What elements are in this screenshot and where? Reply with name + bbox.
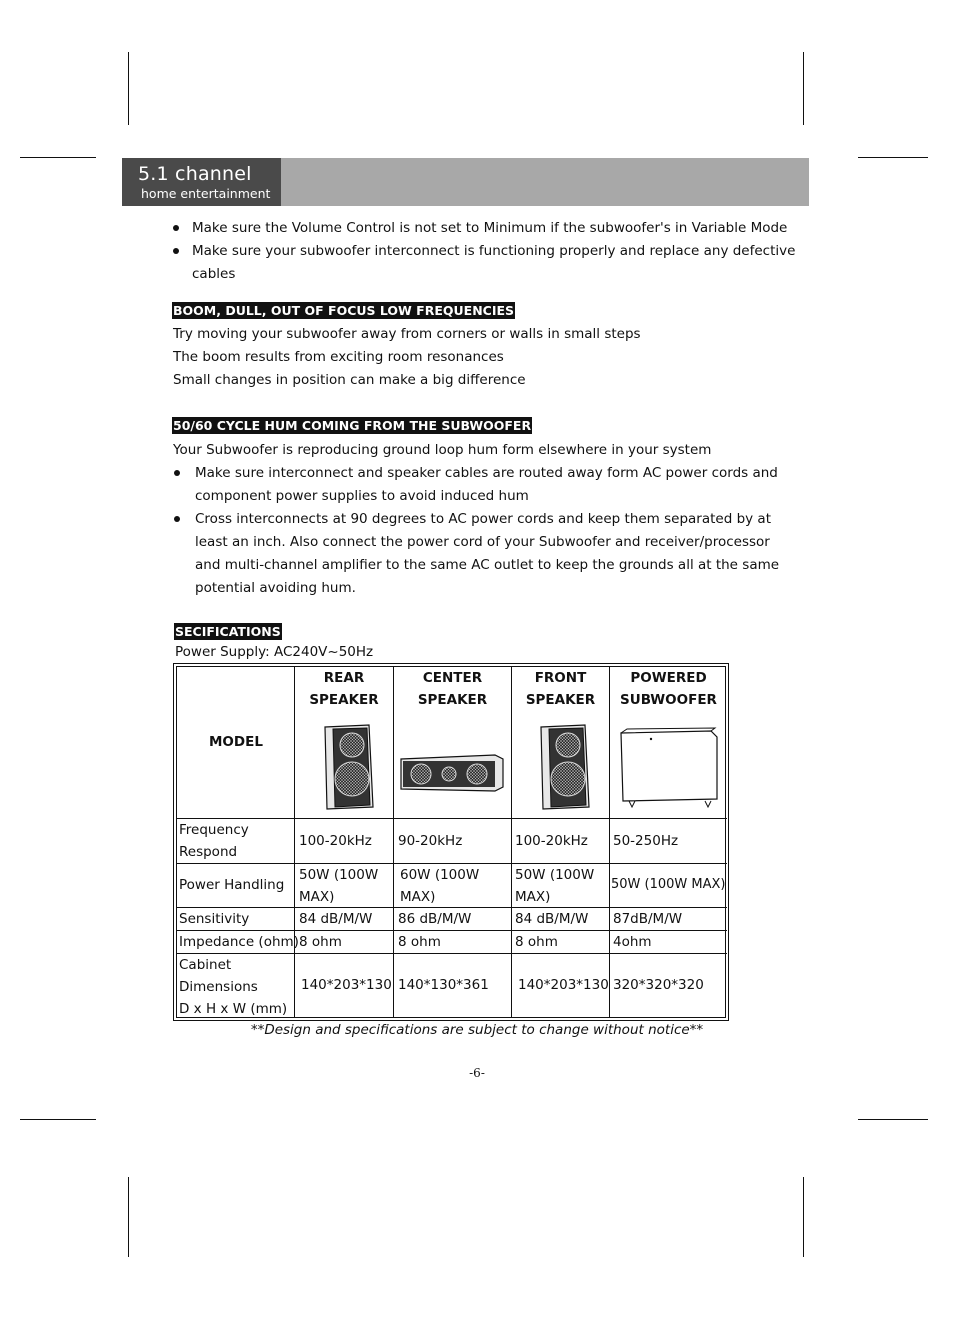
row-label-line: Respond bbox=[179, 844, 238, 860]
row-label-dimensions bbox=[179, 954, 287, 1020]
spec-table-inner bbox=[176, 666, 726, 1018]
cell-line: MAX) bbox=[515, 889, 551, 905]
row-label-impedance bbox=[179, 931, 299, 953]
col-header-center bbox=[394, 667, 511, 711]
table-divider bbox=[177, 818, 727, 819]
logo-title: 5.1 channel bbox=[138, 163, 252, 185]
crop-mark bbox=[803, 52, 804, 125]
col-header-line: REAR bbox=[323, 670, 365, 686]
crop-mark bbox=[803, 1177, 804, 1257]
cell-line: 50W (100W bbox=[515, 867, 595, 883]
row-label-line: Sensitivity bbox=[179, 911, 250, 927]
center-speaker-icon bbox=[399, 753, 507, 795]
front-speaker-icon bbox=[537, 723, 593, 811]
crop-mark bbox=[20, 1119, 96, 1120]
row-label-line: Dimensions bbox=[179, 979, 258, 995]
hum-bullet-2-line-2: least an inch. Also connect the power cord of your Subwoofer and receiver/processor bbox=[195, 534, 770, 550]
table-cell: 90-20kHz bbox=[398, 833, 463, 849]
hum-bullet-2-line-1: Cross interconnects at 90 degrees to AC power cords and keep them separated by at bbox=[195, 511, 771, 527]
cell-line: 60W (100W bbox=[400, 867, 480, 883]
page-number: -6- bbox=[469, 1066, 485, 1080]
table-cell: 8 ohm bbox=[299, 934, 342, 950]
table-cell: 84 dB/M/W bbox=[515, 911, 589, 927]
boom-line-3: Small changes in position can make a big difference bbox=[173, 372, 526, 388]
table-cell: 140*203*130 bbox=[518, 977, 609, 993]
section-heading-boom: BOOM, DULL, OUT OF FOCUS LOW FREQUENCIES bbox=[173, 303, 515, 318]
row-label-line: Cabinet bbox=[179, 957, 232, 973]
header-bar bbox=[122, 158, 809, 206]
col-header-line: SPEAKER bbox=[525, 692, 596, 708]
bullet-icon bbox=[173, 248, 179, 254]
crop-mark bbox=[20, 157, 96, 158]
intro-bullet-1: Make sure the Volume Control is not set to Minimum if the subwoofer's in Variable Mode bbox=[192, 220, 788, 236]
hum-bullet-1-line-2: component power supplies to avoid induced hum bbox=[195, 488, 529, 504]
cell-line: MAX) bbox=[400, 889, 436, 905]
rear-speaker-icon bbox=[321, 723, 377, 811]
col-header-line: FRONT bbox=[534, 670, 587, 686]
row-label-sensitivity bbox=[179, 908, 249, 930]
intro-bullet-2-cont: cables bbox=[192, 266, 236, 282]
cell-line: MAX) bbox=[299, 889, 335, 905]
bullet-icon bbox=[174, 470, 180, 476]
table-cell: 86 dB/M/W bbox=[398, 911, 472, 927]
footnote: **Design and specifications are subject to change without notice** bbox=[250, 1022, 704, 1038]
hum-bullet-2-line-3: and multi-channel amplifier to the same AC outlet to keep the grounds all at the same bbox=[195, 557, 780, 573]
logo-subtitle: home entertainment bbox=[141, 186, 271, 201]
row-label-line: Impedance (ohm) bbox=[179, 934, 299, 950]
table-cell: 4ohm bbox=[613, 934, 652, 950]
section-heading-specs: SECIFICATIONS bbox=[175, 624, 281, 639]
col-header-rear bbox=[295, 667, 393, 711]
col-header-line: SUBWOOFER bbox=[620, 692, 717, 708]
power-supply: Power Supply: AC240V~50Hz bbox=[175, 644, 374, 660]
hum-intro: Your Subwoofer is reproducing ground loop hum form elsewhere in your system bbox=[173, 442, 712, 458]
hum-bullet-1-line-1: Make sure interconnect and speaker cables are routed away form AC power cords and bbox=[195, 465, 778, 481]
table-cell: 50W (100W MAX) bbox=[611, 877, 726, 892]
col-header-front bbox=[512, 667, 609, 711]
bullet-icon bbox=[174, 516, 180, 522]
col-header-line: SPEAKER bbox=[417, 692, 488, 708]
row-label-power bbox=[179, 874, 284, 896]
table-cell bbox=[299, 864, 378, 908]
table-cell: 84 dB/M/W bbox=[299, 911, 373, 927]
table-cell: 8 ohm bbox=[398, 934, 441, 950]
crop-mark bbox=[128, 52, 129, 125]
col-header-line: CENTER bbox=[422, 670, 483, 686]
table-cell: 140*130*361 bbox=[398, 977, 489, 993]
row-label-line: Power Handling bbox=[179, 877, 285, 893]
brand-logo bbox=[122, 158, 281, 206]
table-cell: 320*320*320 bbox=[613, 977, 704, 993]
table-divider bbox=[393, 667, 394, 1017]
row-label-line: Frequency bbox=[179, 822, 249, 838]
table-cell bbox=[400, 864, 479, 908]
cell-line: 50W (100W bbox=[299, 867, 379, 883]
col-header-line: POWERED bbox=[630, 670, 707, 686]
table-cell: 100-20kHz bbox=[299, 833, 372, 849]
table-cell: 50-250Hz bbox=[613, 833, 679, 849]
row-label-line: D x H x W (mm) bbox=[179, 1001, 288, 1017]
section-heading-hum: 50/60 CYCLE HUM COMING FROM THE SUBWOOFER bbox=[173, 418, 532, 433]
col-header-line: SPEAKER bbox=[309, 692, 379, 708]
subwoofer-icon bbox=[617, 727, 721, 813]
table-divider bbox=[511, 667, 512, 1017]
table-cell: 87dB/M/W bbox=[613, 911, 683, 927]
table-cell: 8 ohm bbox=[515, 934, 558, 950]
crop-mark bbox=[128, 1177, 129, 1257]
spec-table bbox=[173, 663, 729, 1021]
boom-line-2: The boom results from exciting room resonances bbox=[173, 349, 504, 365]
row-label-frequency bbox=[179, 819, 249, 863]
table-divider bbox=[609, 667, 610, 1017]
table-cell bbox=[515, 864, 594, 908]
crop-mark bbox=[858, 157, 928, 158]
hum-bullet-2-line-4: potential avoiding hum. bbox=[195, 580, 356, 596]
boom-line-1: Try moving your subwoofer away from corners or walls in small steps bbox=[173, 326, 641, 342]
table-divider bbox=[294, 667, 295, 1017]
table-cell: 100-20kHz bbox=[515, 833, 588, 849]
crop-mark bbox=[858, 1119, 928, 1120]
bullet-icon bbox=[173, 225, 179, 231]
intro-bullet-2: Make sure your subwoofer interconnect is functioning properly and replace any defective bbox=[192, 243, 796, 259]
col-header-subwoofer bbox=[610, 667, 727, 711]
model-label: MODEL bbox=[209, 734, 263, 750]
table-cell: 140*203*130 bbox=[301, 977, 392, 993]
